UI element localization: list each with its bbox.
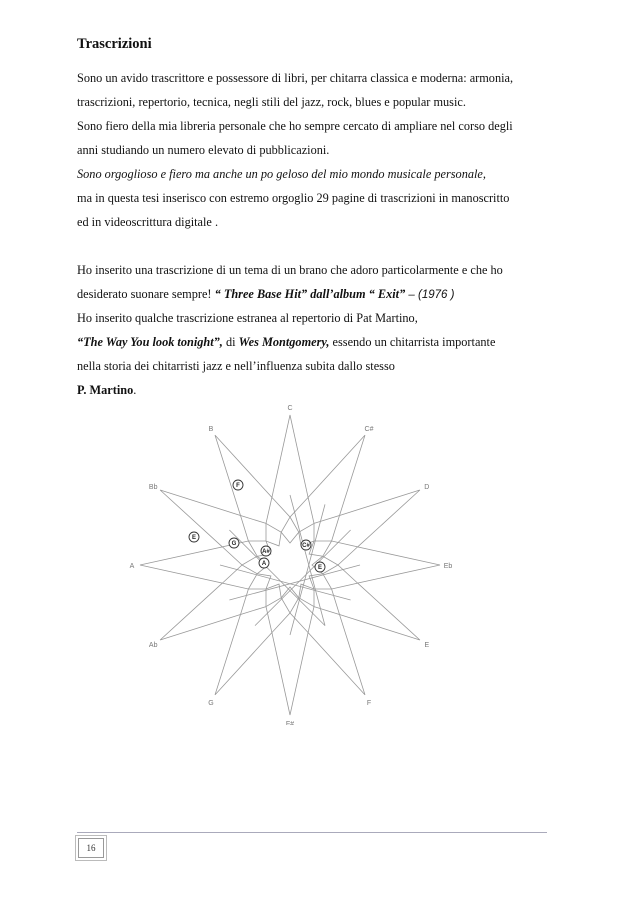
footer-divider (77, 832, 547, 833)
note-label: C (287, 405, 293, 412)
paragraph-line: nella storia dei chitarristi jazz e nell’influenza subita dallo stesso (77, 359, 395, 373)
paragraph-line: anni studiando un numero elevato di pubblicazioni. (77, 143, 330, 157)
note-label: B (208, 426, 214, 434)
paragraph-line (77, 286, 454, 303)
circled-note-label: E (191, 535, 197, 541)
album-title: “ Three Base Hit” dall’album “ Exit” (214, 287, 406, 301)
circle-of-notes-diagram (120, 405, 500, 725)
circled-note-label: E (317, 565, 323, 571)
plain-text: essendo un chitarrista importante (329, 335, 496, 349)
paragraph-line (77, 334, 495, 350)
circled-note-label: A# (262, 549, 270, 555)
paragraph-line-italic: Sono orgoglioso e fiero ma anche un po geloso del mio mondo musicale personale, (77, 167, 486, 181)
plain-text: desiderato suonare sempre! (77, 287, 215, 301)
note-label: Ab (148, 642, 158, 649)
circled-note-label: G (231, 541, 237, 547)
paragraph-line (77, 382, 136, 398)
note-label: E (424, 642, 430, 649)
note-label: C# (364, 426, 374, 434)
paragraph-line: Ho inserito qualche trascrizione estranea al repertorio di Pat Martino, (77, 311, 418, 325)
plain-text: di (222, 335, 239, 349)
song-title: “The Way You look tonight”, (77, 335, 223, 349)
artist-name: Wes Montgomery, (238, 335, 330, 349)
page-heading: Trascrizioni (77, 36, 152, 52)
note-label: A (129, 563, 135, 570)
paragraph-line: Ho inserito una trascrizione di un tema di un brano che adoro particolarmente e che ho (77, 263, 503, 277)
circled-note-label: F (236, 483, 240, 489)
plain-text: . (133, 383, 137, 397)
circled-note-label: C# (302, 543, 310, 549)
album-year: – (1976 ) (405, 289, 455, 301)
paragraph-line: ma in questa tesi inserisco con estremo orgoglio 29 pagine di trascrizioni in manoscritto (77, 191, 510, 205)
circled-note-label: A (261, 561, 267, 567)
note-label: G (208, 699, 214, 707)
artist-name-bold: P. Martino (77, 383, 134, 397)
note-label: Eb (443, 563, 453, 570)
note-label: D (424, 484, 430, 491)
paragraph-line: Sono fiero della mia libreria personale che ho sempre cercato di ampliare nel corso degli (77, 119, 513, 133)
page-number: 16 (78, 838, 104, 858)
note-label: F (366, 699, 372, 707)
note-label: Bb (148, 484, 158, 491)
note-label: F# (285, 721, 295, 725)
star-outline (140, 415, 440, 715)
paragraph-line: ed in videoscrittura digitale . (77, 215, 219, 229)
paragraph-line: trascrizioni, repertorio, tecnica, negli stili del jazz, rock, blues e popular music. (77, 95, 466, 109)
paragraph-line: Sono un avido trascrittore e possessore di libri, per chitarra classica e moderna: armonia, (77, 71, 514, 85)
